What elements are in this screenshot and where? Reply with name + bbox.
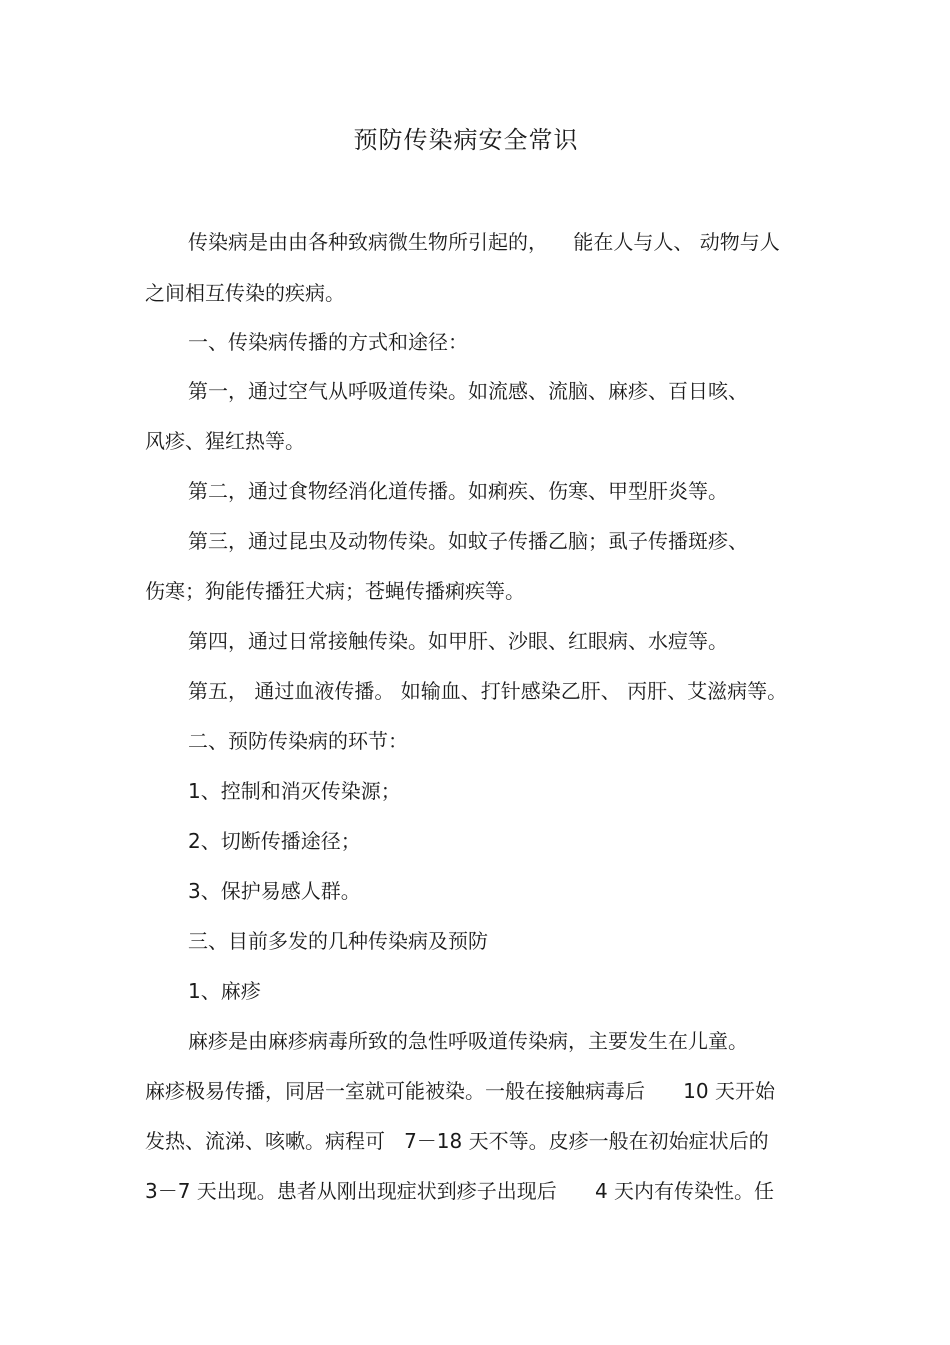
paragraph-line: 麻疹是由麻疹病毒所致的急性呼吸道传染病，主要发生在儿童。 — [188, 1029, 748, 1053]
paragraph-line: 麻疹极易传播，同居一室就可能被染。一般在接触病毒后 10 天开始 — [145, 1079, 775, 1103]
paragraph-line: 风疹、猩红热等。 — [145, 429, 305, 453]
list-item: 3、保护易感人群。 — [188, 879, 361, 903]
paragraph-line: 之间相互传染的疾病。 — [145, 281, 345, 305]
subsection-heading: 1、麻疹 — [188, 979, 261, 1003]
document-title: 预防传染病安全常识 — [353, 126, 579, 154]
paragraph-line: 第五， 通过血液传播。 如输血、打针感染乙肝、 丙肝、艾滋病等。 — [188, 679, 788, 703]
paragraph-line: 第四，通过日常接触传染。如甲肝、沙眼、红眼病、水痘等。 — [188, 629, 728, 653]
list-item: 1、控制和消灭传染源； — [188, 779, 401, 803]
list-item: 2、切断传播途径； — [188, 829, 361, 853]
paragraph-line: 第三，通过昆虫及动物传染。如蚊子传播乙脑；虱子传播斑疹、 — [188, 529, 748, 553]
section-heading: 一、传染病传播的方式和途径： — [188, 330, 468, 354]
paragraph-line: 第一，通过空气从呼吸道传染。如流感、流脑、麻疹、百日咳、 — [188, 379, 748, 403]
section-heading: 二、预防传染病的环节： — [188, 729, 408, 753]
section-heading: 三、目前多发的几种传染病及预防 — [188, 929, 488, 953]
paragraph-line: 传染病是由由各种致病微生物所引起的， 能在人与人、 动物与人 — [188, 230, 780, 254]
paragraph-line: 伤寒；狗能传播狂犬病；苍蝇传播痢疾等。 — [145, 579, 525, 603]
paragraph-line: 3－7 天出现。患者从刚出现症状到疹子出现后 4 天内有传染性。任 — [145, 1179, 775, 1203]
paragraph-line: 第二，通过食物经消化道传播。如痢疾、伤寒、甲型肝炎等。 — [188, 479, 728, 503]
paragraph-line: 发热、流涕、咳嗽。病程可 7－18 天不等。皮疹一般在初始症状后的 — [145, 1129, 769, 1153]
